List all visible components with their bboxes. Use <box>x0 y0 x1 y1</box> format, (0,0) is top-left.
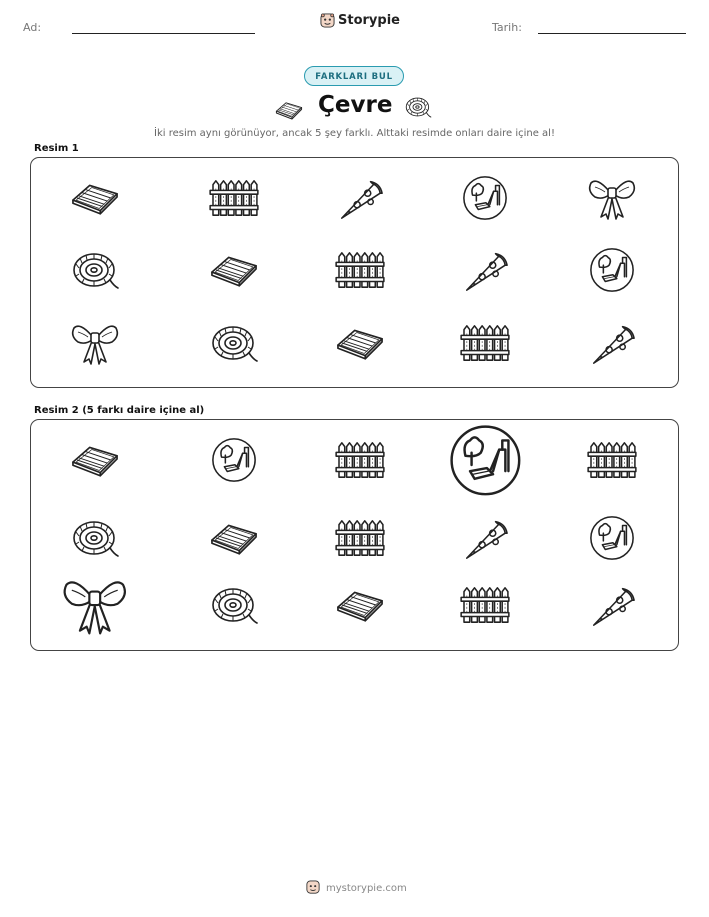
fence-icon[interactable] <box>586 439 638 481</box>
activity-badge: FARKLARI BUL <box>304 66 404 86</box>
picture-1-label: Resim 1 <box>34 143 79 154</box>
mat-icon[interactable] <box>207 517 261 559</box>
fence-icon[interactable] <box>459 584 511 626</box>
fence-icon <box>208 177 260 219</box>
playground-icon[interactable] <box>588 514 636 562</box>
fence-icon[interactable] <box>334 439 386 481</box>
mat-icon[interactable] <box>68 439 122 481</box>
playground-icon[interactable] <box>210 436 258 484</box>
footer-url[interactable]: mystorypie.com <box>326 883 407 894</box>
date-input-line[interactable] <box>538 33 686 34</box>
brand-logo <box>320 13 400 28</box>
footer <box>306 880 407 897</box>
playground-icon <box>588 246 636 294</box>
fence-icon <box>334 249 386 291</box>
bow-icon <box>70 320 120 366</box>
pizza-slice-icon <box>588 319 636 367</box>
instruction-text: İki resim aynı görünüyor, ancak 5 şey farklı. Alttaki resimde onları daire içine al! <box>154 128 555 139</box>
rope-coil-icon[interactable] <box>69 516 121 560</box>
rope-coil-icon <box>208 321 260 365</box>
fence-icon[interactable] <box>334 517 386 559</box>
pizza-slice-icon <box>461 246 509 294</box>
rope-coil-icon <box>69 248 121 292</box>
name-label: Ad: <box>23 21 42 34</box>
mat-icon[interactable] <box>333 584 387 626</box>
brand-name: Storypie <box>338 13 400 28</box>
mat-icon <box>333 322 387 364</box>
playground-icon[interactable] <box>447 422 524 499</box>
name-input-line[interactable] <box>72 33 255 34</box>
pizza-slice-icon[interactable] <box>588 581 636 629</box>
bow-icon <box>587 175 637 221</box>
mat-icon <box>207 249 261 291</box>
picture-2-label: Resim 2 (5 farkı daire içine al) <box>34 405 205 416</box>
bow-icon[interactable] <box>61 574 129 636</box>
page-title: Çevre <box>318 92 393 118</box>
mat-icon <box>274 95 304 129</box>
rope-coil-icon <box>404 93 432 125</box>
date-label: Tarih: <box>492 21 522 34</box>
playground-icon <box>461 174 509 222</box>
mat-icon <box>68 177 122 219</box>
storypie-mascot-icon <box>306 880 320 897</box>
pizza-slice-icon <box>336 174 384 222</box>
storypie-mascot-icon <box>320 13 335 28</box>
rope-coil-icon[interactable] <box>208 583 260 627</box>
pizza-slice-icon[interactable] <box>461 514 509 562</box>
fence-icon <box>459 322 511 364</box>
